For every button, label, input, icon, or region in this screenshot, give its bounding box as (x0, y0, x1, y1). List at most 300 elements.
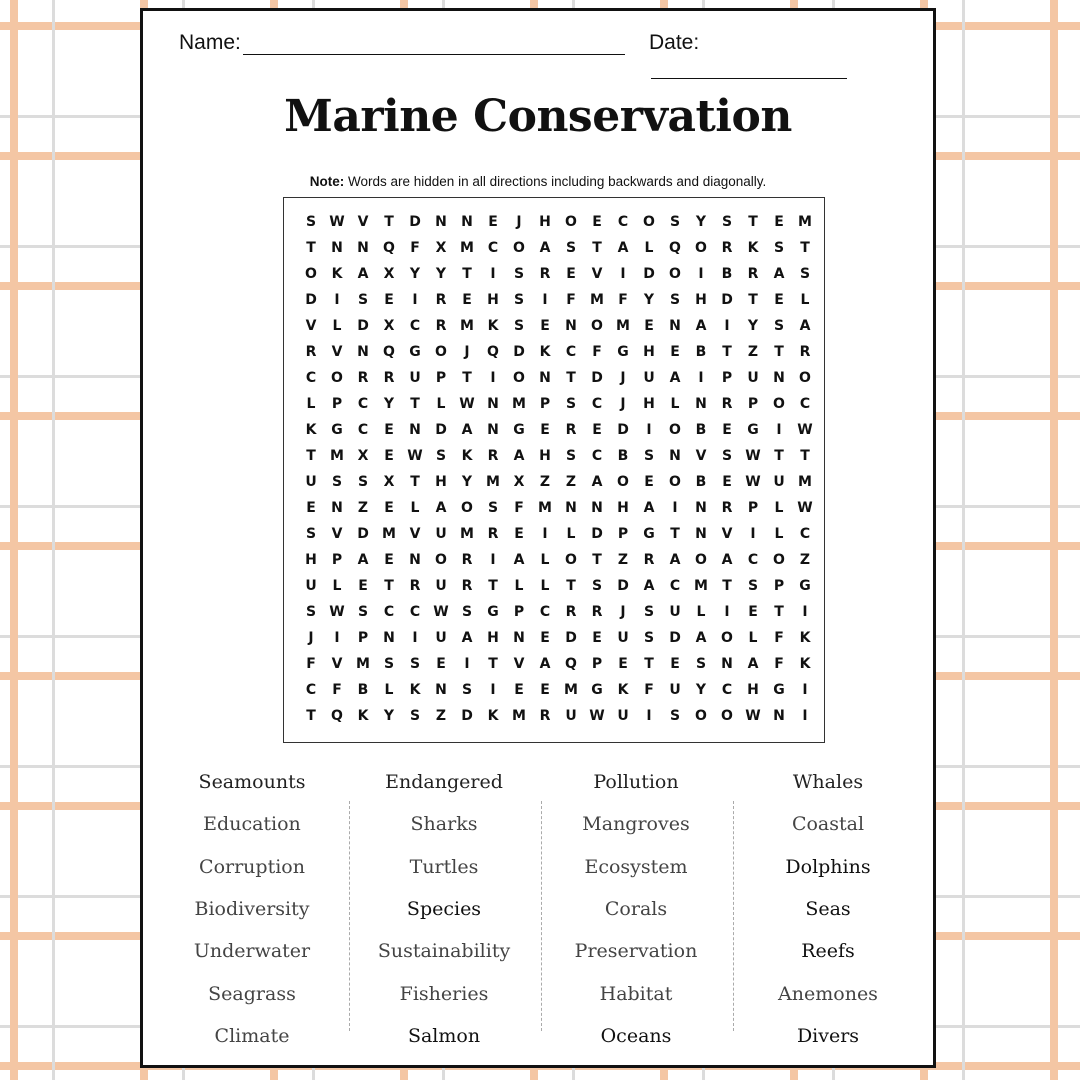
grid-letter[interactable]: S (513, 318, 525, 334)
grid-letter[interactable]: P (747, 396, 759, 412)
grid-letter[interactable]: U (435, 630, 447, 646)
grid-letter[interactable]: N (695, 526, 707, 542)
grid-letter[interactable]: T (566, 370, 576, 386)
grid-letter[interactable]: D (591, 370, 603, 386)
grid-letter[interactable]: I (490, 552, 496, 568)
grid-letter[interactable]: W (589, 708, 605, 724)
grid-letter[interactable]: N (331, 240, 343, 256)
grid-letter[interactable]: S (799, 266, 811, 282)
grid-letter[interactable]: O (305, 266, 317, 282)
grid-letter[interactable]: T (462, 266, 472, 282)
grid-letter[interactable]: R (435, 292, 447, 308)
grid-letter[interactable]: T (774, 448, 784, 464)
grid-letter[interactable]: H (617, 500, 629, 516)
grid-letter[interactable]: T (670, 526, 680, 542)
grid-letter[interactable]: L (540, 578, 550, 594)
grid-letter[interactable]: I (542, 526, 548, 542)
grid-letter[interactable]: N (487, 396, 499, 412)
grid-letter[interactable]: M (356, 656, 370, 672)
grid-letter[interactable]: I (412, 630, 418, 646)
grid-letter[interactable]: B (695, 422, 707, 438)
grid-letter[interactable]: J (308, 630, 314, 646)
grid-letter[interactable]: O (565, 214, 577, 230)
grid-letter[interactable]: N (591, 500, 603, 516)
grid-letter[interactable]: R (461, 578, 473, 594)
grid-letter[interactable]: X (435, 240, 447, 256)
grid-letter[interactable]: T (722, 578, 732, 594)
grid-letter[interactable]: J (620, 396, 626, 412)
grid-letter[interactable]: V (331, 526, 343, 542)
grid-letter[interactable]: C (799, 396, 811, 412)
grid-letter[interactable]: N (409, 552, 421, 568)
grid-letter[interactable]: H (487, 630, 499, 646)
grid-letter[interactable]: N (357, 240, 369, 256)
grid-letter[interactable]: F (332, 682, 342, 698)
grid-letter[interactable]: B (617, 448, 629, 464)
grid-letter[interactable]: D (721, 292, 733, 308)
grid-letter[interactable]: E (774, 292, 784, 308)
grid-letter[interactable]: D (305, 292, 317, 308)
grid-letter[interactable]: C (539, 604, 551, 620)
grid-letter[interactable]: E (722, 422, 732, 438)
grid-letter[interactable]: S (591, 578, 603, 594)
grid-letter[interactable]: N (773, 370, 785, 386)
grid-letter[interactable]: E (644, 474, 654, 490)
grid-letter[interactable]: N (409, 422, 421, 438)
grid-letter[interactable]: M (512, 708, 526, 724)
grid-letter[interactable]: L (540, 552, 550, 568)
grid-letter[interactable]: I (334, 630, 340, 646)
grid-letter[interactable]: E (670, 344, 680, 360)
grid-letter[interactable]: I (672, 500, 678, 516)
grid-letter[interactable]: J (620, 370, 626, 386)
grid-letter[interactable]: T (384, 214, 394, 230)
grid-letter[interactable]: W (745, 474, 761, 490)
grid-letter[interactable]: R (383, 370, 395, 386)
grid-letter[interactable]: K (487, 318, 499, 334)
grid-letter[interactable]: L (566, 526, 576, 542)
grid-letter[interactable]: I (464, 656, 470, 672)
grid-letter[interactable]: A (461, 422, 473, 438)
grid-letter[interactable]: A (695, 318, 707, 334)
grid-letter[interactable]: N (565, 500, 577, 516)
grid-letter[interactable]: Q (383, 240, 395, 256)
grid-letter[interactable]: K (461, 448, 473, 464)
grid-letter[interactable]: T (488, 578, 498, 594)
grid-letter[interactable]: K (747, 240, 759, 256)
grid-letter[interactable]: A (747, 656, 759, 672)
grid-letter[interactable]: X (383, 266, 395, 282)
grid-letter[interactable]: M (694, 578, 708, 594)
grid-letter[interactable]: W (745, 708, 761, 724)
grid-letter[interactable]: O (617, 474, 629, 490)
grid-letter[interactable]: H (435, 474, 447, 490)
grid-letter[interactable]: R (565, 422, 577, 438)
grid-letter[interactable]: C (591, 396, 603, 412)
grid-letter[interactable]: S (435, 448, 447, 464)
grid-letter[interactable]: I (750, 526, 756, 542)
grid-letter[interactable]: S (643, 630, 655, 646)
grid-letter[interactable]: S (643, 448, 655, 464)
grid-letter[interactable]: P (773, 578, 785, 594)
grid-letter[interactable]: N (695, 396, 707, 412)
grid-letter[interactable]: U (305, 578, 317, 594)
grid-letter[interactable]: T (722, 344, 732, 360)
grid-letter[interactable]: R (591, 604, 603, 620)
grid-letter[interactable]: M (486, 474, 500, 490)
grid-letter[interactable]: F (774, 656, 784, 672)
grid-letter[interactable]: S (461, 604, 473, 620)
grid-letter[interactable]: D (409, 214, 421, 230)
grid-letter[interactable]: R (721, 240, 733, 256)
grid-letter[interactable]: G (747, 422, 759, 438)
grid-letter[interactable]: L (670, 396, 680, 412)
grid-letter[interactable]: M (798, 474, 812, 490)
grid-letter[interactable]: L (332, 318, 342, 334)
grid-letter[interactable]: E (592, 214, 602, 230)
grid-letter[interactable]: C (383, 604, 395, 620)
grid-letter[interactable]: I (412, 292, 418, 308)
grid-letter[interactable]: M (512, 396, 526, 412)
grid-letter[interactable]: A (617, 240, 629, 256)
grid-letter[interactable]: V (409, 526, 421, 542)
grid-letter[interactable]: F (592, 344, 602, 360)
grid-letter[interactable]: G (799, 578, 811, 594)
grid-letter[interactable]: H (747, 682, 759, 698)
grid-letter[interactable]: Z (565, 474, 577, 490)
grid-letter[interactable]: S (305, 526, 317, 542)
grid-letter[interactable]: C (591, 448, 603, 464)
grid-letter[interactable]: N (695, 500, 707, 516)
grid-letter[interactable]: V (305, 318, 317, 334)
grid-letter[interactable]: S (513, 292, 525, 308)
grid-letter[interactable]: N (565, 318, 577, 334)
grid-letter[interactable]: M (382, 526, 396, 542)
grid-letter[interactable]: T (800, 448, 810, 464)
grid-letter[interactable]: Z (435, 708, 447, 724)
grid-letter[interactable]: H (695, 292, 707, 308)
grid-letter[interactable]: Y (435, 266, 447, 282)
grid-letter[interactable]: R (357, 370, 369, 386)
grid-letter[interactable]: L (774, 526, 784, 542)
grid-letter[interactable]: H (539, 214, 551, 230)
grid-letter[interactable]: P (331, 396, 343, 412)
grid-letter[interactable]: R (643, 552, 655, 568)
grid-letter[interactable]: E (748, 604, 758, 620)
grid-letter[interactable]: F (618, 292, 628, 308)
grid-letter[interactable]: S (487, 500, 499, 516)
grid-letter[interactable]: U (435, 578, 447, 594)
grid-letter[interactable]: Q (383, 344, 395, 360)
grid-letter[interactable]: T (384, 578, 394, 594)
grid-letter[interactable]: N (461, 214, 473, 230)
grid-letter[interactable]: C (747, 552, 759, 568)
grid-letter[interactable]: L (332, 578, 342, 594)
grid-letter[interactable]: E (540, 682, 550, 698)
grid-letter[interactable]: A (357, 552, 369, 568)
grid-letter[interactable]: E (436, 656, 446, 672)
name-field[interactable] (179, 31, 625, 55)
grid-letter[interactable]: T (774, 604, 784, 620)
grid-letter[interactable]: T (410, 474, 420, 490)
grid-letter[interactable]: N (435, 214, 447, 230)
grid-letter[interactable]: A (513, 552, 525, 568)
grid-letter[interactable]: E (384, 292, 394, 308)
grid-letter[interactable]: A (799, 318, 811, 334)
grid-letter[interactable]: N (721, 656, 733, 672)
grid-letter[interactable]: X (357, 448, 369, 464)
grid-letter[interactable]: G (513, 422, 525, 438)
grid-letter[interactable]: O (513, 370, 525, 386)
date-field[interactable] (649, 31, 893, 79)
grid-letter[interactable]: O (721, 708, 733, 724)
grid-letter[interactable]: K (487, 708, 499, 724)
grid-letter[interactable]: D (357, 526, 369, 542)
grid-letter[interactable]: P (357, 630, 369, 646)
grid-letter[interactable]: G (487, 604, 499, 620)
grid-letter[interactable]: S (305, 604, 317, 620)
grid-letter[interactable]: Z (747, 344, 759, 360)
grid-letter[interactable]: A (643, 578, 655, 594)
grid-letter[interactable]: B (695, 474, 707, 490)
grid-letter[interactable]: D (591, 526, 603, 542)
grid-letter[interactable]: S (721, 448, 733, 464)
grid-letter[interactable]: F (514, 500, 524, 516)
grid-letter[interactable]: X (383, 474, 395, 490)
grid-letter[interactable]: N (773, 708, 785, 724)
grid-letter[interactable]: A (695, 630, 707, 646)
grid-letter[interactable]: P (721, 370, 733, 386)
grid-letter[interactable]: E (722, 474, 732, 490)
grid-letter[interactable]: Y (383, 396, 395, 412)
grid-letter[interactable]: R (539, 266, 551, 282)
grid-letter[interactable]: S (383, 656, 395, 672)
grid-letter[interactable]: N (435, 682, 447, 698)
grid-letter[interactable]: U (669, 604, 681, 620)
grid-letter[interactable]: S (461, 682, 473, 698)
grid-letter[interactable]: X (383, 318, 395, 334)
grid-letter[interactable]: O (591, 318, 603, 334)
grid-letter[interactable]: C (357, 422, 369, 438)
grid-letter[interactable]: M (460, 318, 474, 334)
grid-letter[interactable]: M (538, 500, 552, 516)
grid-letter[interactable]: N (357, 344, 369, 360)
grid-letter[interactable]: K (799, 630, 811, 646)
grid-letter[interactable]: I (490, 266, 496, 282)
grid-letter[interactable]: Y (695, 214, 707, 230)
grid-letter[interactable]: Z (799, 552, 811, 568)
grid-letter[interactable]: N (539, 370, 551, 386)
grid-letter[interactable]: S (643, 604, 655, 620)
grid-letter[interactable]: O (513, 240, 525, 256)
grid-letter[interactable]: R (435, 318, 447, 334)
grid-letter[interactable]: D (617, 422, 629, 438)
grid-letter[interactable]: U (435, 526, 447, 542)
grid-letter[interactable]: A (461, 630, 473, 646)
grid-letter[interactable]: I (490, 370, 496, 386)
grid-letter[interactable]: R (721, 396, 733, 412)
grid-letter[interactable]: Q (565, 656, 577, 672)
date-line[interactable] (651, 58, 847, 79)
grid-letter[interactable]: C (799, 526, 811, 542)
grid-letter[interactable]: I (646, 422, 652, 438)
grid-letter[interactable]: R (487, 526, 499, 542)
grid-letter[interactable]: M (798, 214, 812, 230)
grid-letter[interactable]: T (306, 448, 316, 464)
grid-letter[interactable]: E (514, 526, 524, 542)
grid-letter[interactable]: Y (747, 318, 759, 334)
grid-letter[interactable]: M (460, 526, 474, 542)
grid-letter[interactable]: V (591, 266, 603, 282)
grid-letter[interactable]: D (513, 344, 525, 360)
grid-letter[interactable]: I (542, 292, 548, 308)
grid-letter[interactable]: I (620, 266, 626, 282)
grid-letter[interactable]: M (564, 682, 578, 698)
grid-letter[interactable]: L (410, 500, 420, 516)
grid-letter[interactable]: T (748, 292, 758, 308)
grid-letter[interactable]: S (773, 240, 785, 256)
grid-letter[interactable]: L (748, 630, 758, 646)
grid-letter[interactable]: S (669, 708, 681, 724)
grid-letter[interactable]: N (487, 422, 499, 438)
grid-letter[interactable]: U (643, 370, 655, 386)
grid-letter[interactable]: S (357, 604, 369, 620)
grid-letter[interactable]: J (620, 604, 626, 620)
grid-letter[interactable]: M (330, 448, 344, 464)
grid-letter[interactable]: H (643, 396, 655, 412)
grid-letter[interactable]: T (592, 240, 602, 256)
grid-letter[interactable]: Y (643, 292, 655, 308)
grid-letter[interactable]: D (435, 422, 447, 438)
grid-letter[interactable]: S (565, 448, 577, 464)
grid-letter[interactable]: U (773, 474, 785, 490)
grid-letter[interactable]: C (305, 370, 317, 386)
grid-letter[interactable]: O (695, 708, 707, 724)
grid-letter[interactable]: L (696, 604, 706, 620)
grid-letter[interactable]: D (357, 318, 369, 334)
grid-letter[interactable]: G (409, 344, 421, 360)
grid-letter[interactable]: B (721, 266, 733, 282)
grid-letter[interactable]: R (461, 552, 473, 568)
grid-letter[interactable]: I (334, 292, 340, 308)
grid-letter[interactable]: U (305, 474, 317, 490)
grid-letter[interactable]: I (698, 370, 704, 386)
grid-letter[interactable]: W (329, 214, 345, 230)
grid-letter[interactable]: E (592, 630, 602, 646)
grid-letter[interactable]: K (357, 708, 369, 724)
grid-letter[interactable]: S (357, 292, 369, 308)
grid-letter[interactable]: G (591, 682, 603, 698)
grid-letter[interactable]: T (306, 240, 316, 256)
grid-letter[interactable]: L (644, 240, 654, 256)
grid-letter[interactable]: V (513, 656, 525, 672)
grid-letter[interactable]: S (695, 656, 707, 672)
grid-letter[interactable]: V (721, 526, 733, 542)
grid-letter[interactable]: F (306, 656, 316, 672)
grid-letter[interactable]: W (329, 604, 345, 620)
grid-letter[interactable]: O (669, 266, 681, 282)
grid-letter[interactable]: O (435, 344, 447, 360)
grid-letter[interactable]: C (565, 344, 577, 360)
grid-letter[interactable]: L (306, 396, 316, 412)
grid-letter[interactable]: V (357, 214, 369, 230)
grid-letter[interactable]: E (384, 500, 394, 516)
grid-letter[interactable]: P (331, 552, 343, 568)
grid-letter[interactable]: Y (409, 266, 421, 282)
grid-letter[interactable]: K (305, 422, 317, 438)
grid-letter[interactable]: J (516, 214, 522, 230)
grid-letter[interactable]: I (802, 708, 808, 724)
grid-letter[interactable]: Q (331, 708, 343, 724)
grid-letter[interactable]: Y (383, 708, 395, 724)
grid-letter[interactable]: M (590, 292, 604, 308)
grid-letter[interactable]: T (488, 656, 498, 672)
grid-letter[interactable]: T (748, 214, 758, 230)
grid-letter[interactable]: G (643, 526, 655, 542)
grid-letter[interactable]: O (799, 370, 811, 386)
grid-letter[interactable]: E (670, 656, 680, 672)
grid-letter[interactable]: E (566, 266, 576, 282)
grid-letter[interactable]: U (565, 708, 577, 724)
grid-letter[interactable]: K (539, 344, 551, 360)
grid-letter[interactable]: K (617, 682, 629, 698)
grid-letter[interactable]: T (306, 708, 316, 724)
name-line[interactable] (243, 34, 625, 55)
grid-letter[interactable]: A (435, 500, 447, 516)
grid-letter[interactable]: U (747, 370, 759, 386)
grid-letter[interactable]: T (566, 578, 576, 594)
grid-letter[interactable]: K (409, 682, 421, 698)
grid-letter[interactable]: S (305, 214, 317, 230)
grid-letter[interactable]: A (539, 656, 551, 672)
grid-letter[interactable]: R (721, 500, 733, 516)
grid-letter[interactable]: A (643, 500, 655, 516)
grid-letter[interactable]: S (357, 474, 369, 490)
grid-letter[interactable]: U (409, 370, 421, 386)
grid-letter[interactable]: Q (487, 344, 499, 360)
grid-letter[interactable]: H (539, 448, 551, 464)
grid-letter[interactable]: C (669, 578, 681, 594)
grid-letter[interactable]: Y (461, 474, 473, 490)
grid-letter[interactable]: R (539, 708, 551, 724)
grid-letter[interactable]: I (724, 604, 730, 620)
grid-letter[interactable]: C (357, 396, 369, 412)
grid-letter[interactable]: E (514, 682, 524, 698)
grid-letter[interactable]: W (433, 604, 449, 620)
grid-letter[interactable]: G (773, 682, 785, 698)
grid-letter[interactable]: M (616, 318, 630, 334)
grid-letter[interactable]: E (488, 214, 498, 230)
grid-letter[interactable]: S (565, 240, 577, 256)
grid-letter[interactable]: G (331, 422, 343, 438)
grid-letter[interactable]: M (460, 240, 474, 256)
grid-letter[interactable]: R (565, 604, 577, 620)
grid-letter[interactable]: F (566, 292, 576, 308)
grid-letter[interactable]: O (773, 552, 785, 568)
grid-letter[interactable]: C (617, 214, 629, 230)
grid-letter[interactable]: I (646, 708, 652, 724)
grid-letter[interactable]: S (747, 578, 759, 594)
grid-letter[interactable]: V (331, 344, 343, 360)
grid-letter[interactable]: S (513, 266, 525, 282)
grid-letter[interactable]: B (695, 344, 707, 360)
grid-letter[interactable]: W (745, 448, 761, 464)
grid-letter[interactable]: O (695, 552, 707, 568)
grid-letter[interactable]: V (331, 656, 343, 672)
grid-letter[interactable]: S (721, 214, 733, 230)
grid-letter[interactable]: I (776, 422, 782, 438)
grid-letter[interactable]: S (773, 318, 785, 334)
